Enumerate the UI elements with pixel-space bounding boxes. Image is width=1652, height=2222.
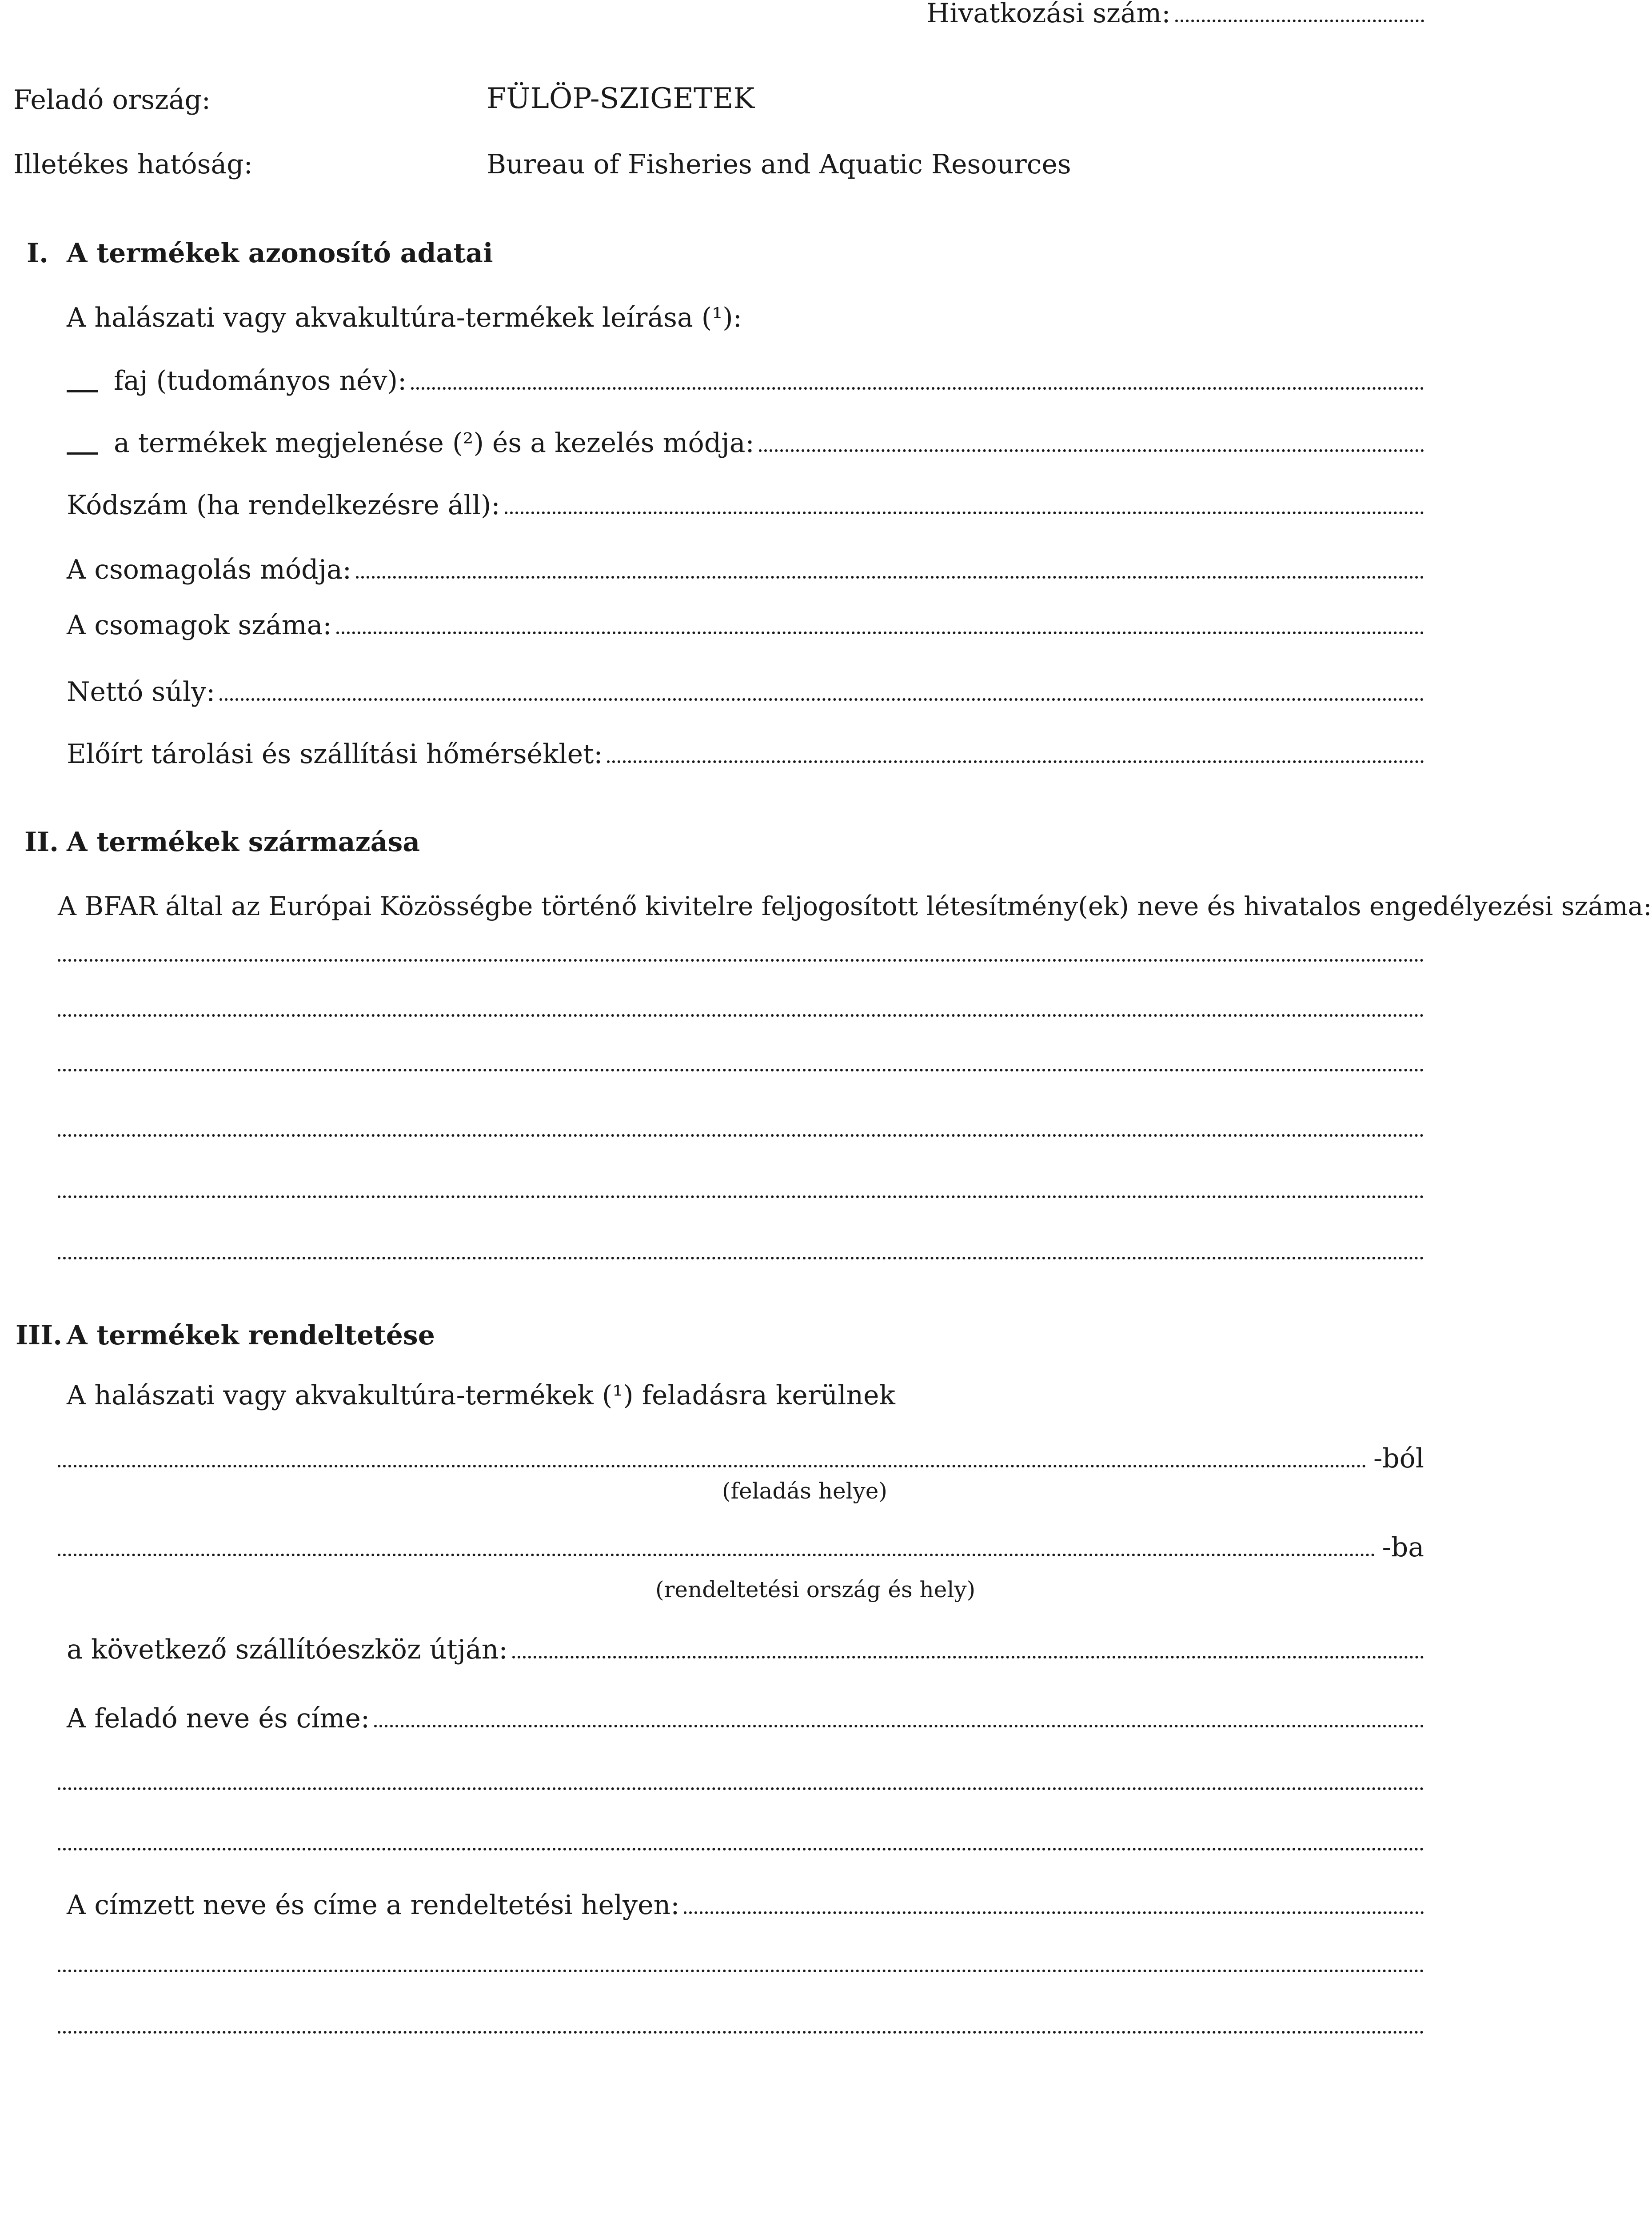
packaging-field[interactable] (67, 556, 1424, 583)
authority-label: Illetékes hatóság: (13, 149, 253, 180)
sender-country-label: Feladó ország: (13, 84, 211, 116)
recipient-line-2[interactable] (58, 1970, 1424, 1972)
code-label: Kódszám (ha rendelkezésre áll): (67, 490, 500, 521)
recipient-field[interactable] (67, 1890, 1424, 1921)
transport-label: a következő szállítóeszköz útján: (67, 1634, 508, 1665)
packaging-label: A csomagolás módja: (67, 554, 351, 585)
authority-value: Bureau of Fisheries and Aquatic Resources (487, 149, 1071, 180)
presentation-label: a termékek megjelenése (²) és a kezelés módja: (114, 428, 754, 459)
species-field[interactable] (67, 367, 1424, 394)
section-1-number: I. (27, 238, 48, 269)
section-1-title: A termékek azonosító adatai (67, 238, 493, 269)
to-suffix: -ba (1382, 1532, 1424, 1563)
code-field[interactable] (67, 491, 1424, 519)
recipient-line-3[interactable] (58, 2031, 1424, 2034)
dispatch-place-field[interactable] (58, 1444, 1424, 1472)
section-3-number: III. (16, 1320, 63, 1351)
sender-country-value: FÜLÖP-SZIGETEK (487, 82, 755, 115)
establishment-line-6[interactable] (58, 1257, 1424, 1259)
net-weight-label: Nettó súly: (67, 676, 215, 707)
destination-intro: A halászati vagy akvakultúra-termékek (¹) feladásra kerülnek (67, 1380, 895, 1411)
section-3-title: A termékek rendeltetése (67, 1320, 435, 1351)
section-2-number: II. (24, 827, 59, 858)
transport-field[interactable] (67, 1635, 1424, 1663)
dispatch-place-caption: (feladás helye) (722, 1478, 887, 1504)
reference-number-field[interactable] (926, 0, 1424, 27)
establishment-line-3[interactable] (58, 1069, 1424, 1071)
establishment-line-2[interactable] (58, 1014, 1424, 1017)
establishment-line-4[interactable] (58, 1134, 1424, 1137)
reference-number-dots (1175, 20, 1425, 22)
establishment-line-1[interactable] (58, 959, 1424, 962)
net-weight-field[interactable] (67, 678, 1424, 705)
section-2-title: A termékek származása (67, 827, 420, 858)
species-label: faj (tudományos név): (114, 365, 407, 396)
from-suffix: -ból (1373, 1443, 1424, 1474)
establishment-label: A BFAR által az Európai Közösségbe történő kivitelre feljogosított létesítmény(ek) neve és hivatalos engedélyezési száma: (58, 891, 1652, 921)
presentation-field[interactable] (67, 428, 1424, 459)
establishment-line-5[interactable] (58, 1195, 1424, 1198)
dash-bullet (67, 390, 98, 392)
package-count-field[interactable] (67, 611, 1424, 639)
product-description-label: A halászati vagy akvakultúra-termékek leírása (¹): (67, 302, 742, 333)
package-count-label: A csomagok száma: (67, 610, 332, 641)
recipient-label: A címzett neve és címe a rendeltetési helyen: (67, 1890, 680, 1921)
destination-place-field[interactable] (58, 1533, 1424, 1561)
destination-place-caption: (rendeltetési ország és hely) (655, 1577, 976, 1603)
dash-bullet (67, 452, 98, 455)
temperature-label: Előírt tárolási és szállítási hőmérséklet: (67, 739, 603, 770)
sender-line-3[interactable] (58, 1848, 1424, 1850)
temperature-field[interactable] (67, 739, 1424, 770)
sender-field[interactable] (67, 1704, 1424, 1732)
sender-line-2[interactable] (58, 1787, 1424, 1790)
sender-label: A feladó neve és címe: (67, 1703, 370, 1734)
reference-number-label: Hivatkozási szám: (926, 0, 1171, 29)
